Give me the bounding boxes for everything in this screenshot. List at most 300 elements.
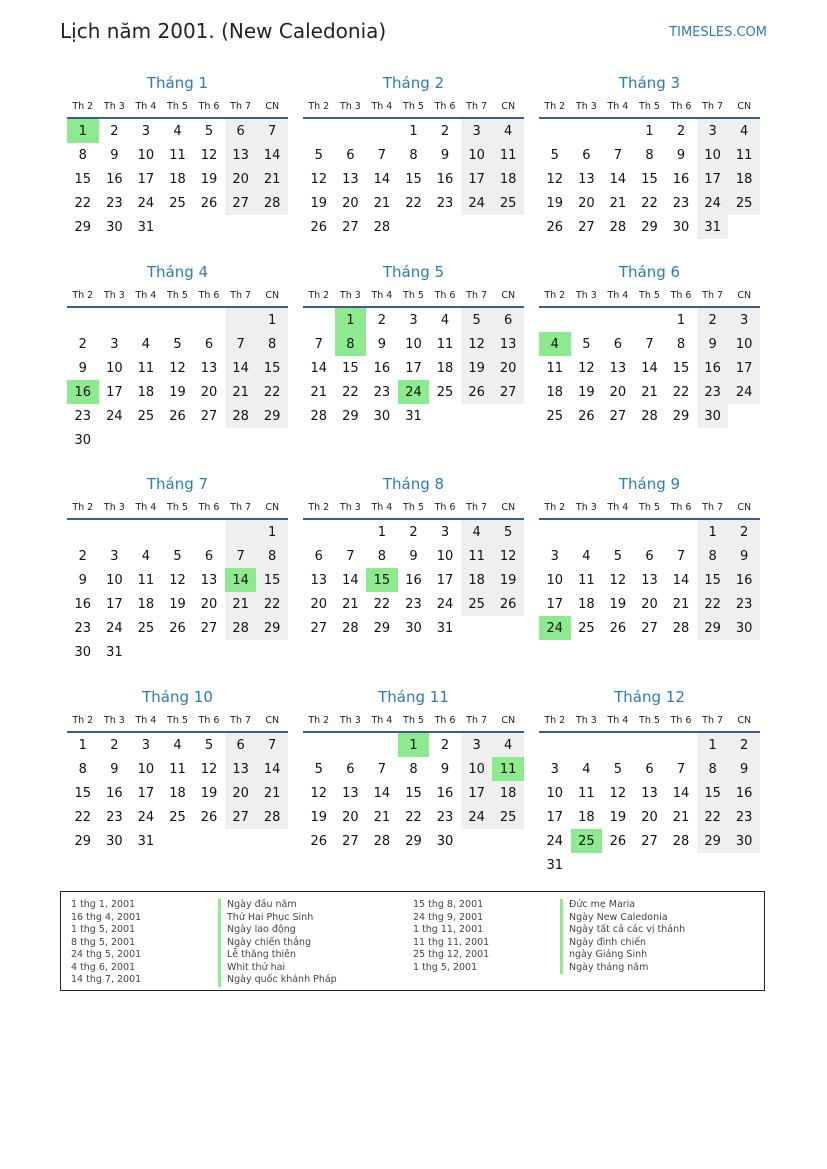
empty-day-cell [130, 307, 162, 332]
weekday-header: CN [492, 497, 524, 519]
empty-day-cell [193, 519, 225, 544]
day-cell: 16 [672, 171, 690, 187]
day-cell: 3 [697, 118, 729, 143]
empty-day-cell [429, 215, 461, 239]
day-cell: 20 [342, 195, 359, 211]
day-cell: 6 [346, 761, 355, 777]
day-cell: 10 [546, 572, 564, 588]
day-cell: 1 [697, 519, 729, 544]
empty-day-cell [539, 519, 571, 544]
day-cell: 22 [342, 384, 359, 400]
weekday-header: Th 3 [571, 710, 603, 732]
day-cell: 31 [405, 408, 422, 424]
empty-day-cell [130, 519, 162, 544]
day-cell: 14 [373, 785, 391, 801]
empty-day-cell [602, 307, 634, 332]
weekday-header: Th 6 [193, 96, 225, 118]
day-cell: 9 [110, 147, 119, 163]
day-cell: 7 [676, 761, 686, 777]
day-cell: 29 [697, 616, 729, 640]
weekday-header: Th 3 [335, 285, 367, 307]
weekday-header: Th 4 [130, 96, 162, 118]
day-cell: 15 [697, 781, 729, 805]
empty-day-cell [303, 519, 335, 544]
day-cell: 27 [225, 805, 257, 829]
empty-day-cell [303, 732, 335, 757]
weekday-header: Th 2 [67, 497, 99, 519]
day-cell: 18 [169, 785, 186, 801]
day-cell: 25 [436, 384, 454, 400]
weekday-header: Th 2 [303, 285, 335, 307]
month-title: Tháng 5 [382, 263, 445, 281]
day-cell: 11 [728, 143, 760, 167]
day-cell: 8 [78, 761, 87, 777]
weekday-header: Th 5 [398, 497, 430, 519]
day-cell: 11 [546, 360, 564, 376]
day-cell: 29 [256, 404, 288, 428]
day-cell: 16 [697, 356, 729, 380]
empty-day-cell [335, 519, 367, 544]
day-cell: 10 [405, 336, 422, 352]
day-cell: 17 [436, 572, 454, 588]
day-cell: 21 [672, 596, 690, 612]
weekday-header: Th 7 [697, 96, 729, 118]
month-5 [303, 261, 524, 428]
day-cell: 10 [546, 785, 564, 801]
day-cell: 9 [78, 572, 87, 588]
weekday-header: Th 3 [99, 96, 131, 118]
day-cell: 18 [546, 384, 564, 400]
day-cell: 6 [492, 307, 524, 332]
day-cell: 28 [225, 404, 257, 428]
empty-day-cell [492, 829, 524, 853]
day-cell: 25 [461, 592, 493, 616]
day-cell: 12 [310, 785, 328, 801]
day-cell: 20 [310, 596, 328, 612]
day-cell: 24 [436, 596, 454, 612]
empty-day-cell [461, 829, 493, 853]
day-cell: 1 [645, 123, 654, 139]
day-cell: 2 [676, 123, 686, 139]
day-cell: 6 [225, 118, 257, 143]
day-cell: 31 [106, 644, 123, 660]
holiday-day-cell: 25 [571, 829, 603, 853]
weekday-header: CN [492, 96, 524, 118]
day-cell: 9 [728, 757, 760, 781]
day-cell: 23 [436, 195, 454, 211]
day-cell: 9 [440, 147, 450, 163]
day-cell: 8 [377, 548, 387, 564]
day-cell: 24 [728, 380, 760, 404]
day-cell: 16 [106, 785, 123, 801]
day-cell: 29 [373, 620, 391, 636]
empty-day-cell [461, 616, 493, 640]
legend-entry: 25 thg 12, 2001 [413, 949, 490, 960]
day-cell: 13 [200, 572, 218, 588]
legend-entry: Ngày chiến thắng [218, 937, 337, 950]
month-6 [539, 261, 760, 428]
legend-dates-column-1 [71, 899, 141, 987]
month-table [539, 96, 760, 239]
day-cell: 28 [641, 408, 658, 424]
day-cell: 4 [492, 118, 524, 143]
day-cell: 27 [342, 219, 359, 235]
day-cell: 31 [137, 219, 155, 235]
weekday-header: Th 4 [366, 96, 398, 118]
day-cell: 3 [728, 307, 760, 332]
empty-day-cell [130, 428, 162, 452]
day-cell: 27 [641, 620, 658, 636]
month-11 [303, 686, 524, 853]
day-cell: 15 [405, 171, 422, 187]
day-cell: 26 [492, 592, 524, 616]
day-cell: 7 [613, 147, 623, 163]
legend-entry: 24 thg 9, 2001 [413, 911, 484, 923]
weekday-header: Th 6 [193, 497, 225, 519]
day-cell: 2 [728, 519, 760, 544]
day-cell: 2 [697, 307, 729, 332]
weekday-header: Th 4 [602, 710, 634, 732]
day-cell: 7 [225, 544, 257, 568]
day-cell: 28 [256, 191, 288, 215]
empty-day-cell [571, 732, 603, 757]
day-cell: 16 [106, 171, 123, 187]
day-cell: 27 [641, 833, 658, 849]
holiday-day-cell: 1 [335, 307, 367, 332]
day-cell: 13 [342, 171, 359, 187]
day-cell: 28 [672, 833, 690, 849]
month-4 [67, 261, 288, 452]
weekday-header: Th 5 [634, 96, 666, 118]
weekday-header: Th 4 [602, 285, 634, 307]
day-cell: 2 [440, 123, 450, 139]
weekday-header: Th 7 [225, 710, 257, 732]
empty-day-cell [634, 853, 666, 877]
day-cell: 19 [200, 171, 218, 187]
legend-entry: Ngày tháng năm [560, 962, 685, 975]
day-cell: 20 [225, 167, 257, 191]
day-cell: 5 [613, 548, 623, 564]
holiday-day-cell: 24 [539, 616, 571, 640]
empty-day-cell [728, 404, 760, 428]
day-cell: 17 [728, 356, 760, 380]
day-cell: 20 [609, 384, 627, 400]
day-cell: 28 [256, 805, 288, 829]
day-cell: 24 [106, 620, 123, 636]
day-cell: 24 [461, 805, 493, 829]
empty-day-cell [162, 307, 194, 332]
month-title: Tháng 12 [614, 688, 685, 706]
day-cell: 2 [728, 732, 760, 757]
empty-day-cell [366, 732, 398, 757]
day-cell: 14 [225, 356, 257, 380]
day-cell: 23 [106, 195, 123, 211]
month-title: Tháng 11 [378, 688, 449, 706]
day-cell: 22 [697, 592, 729, 616]
day-cell: 24 [546, 833, 564, 849]
legend-names-column-1 [218, 899, 337, 987]
day-cell: 27 [225, 191, 257, 215]
day-cell: 31 [137, 833, 155, 849]
legend-entry: 1 thg 1, 2001 [71, 899, 136, 910]
holiday-legend [60, 891, 765, 991]
day-cell: 13 [200, 360, 218, 376]
day-cell: 21 [310, 384, 328, 400]
weekday-header: Th 7 [697, 710, 729, 732]
empty-day-cell [665, 519, 697, 544]
day-cell: 19 [461, 356, 493, 380]
day-cell: 8 [697, 544, 729, 568]
day-cell: 27 [200, 408, 218, 424]
day-cell: 11 [578, 572, 595, 588]
site-link[interactable]: TIMESLES.COM [669, 25, 767, 40]
day-cell: 13 [492, 332, 524, 356]
day-cell: 23 [405, 596, 422, 612]
day-cell: 7 [256, 732, 288, 757]
holiday-day-cell: 14 [225, 568, 257, 592]
day-cell: 18 [578, 809, 595, 825]
day-cell: 17 [137, 171, 155, 187]
day-cell: 19 [546, 195, 564, 211]
day-cell: 10 [106, 572, 123, 588]
day-cell: 28 [310, 408, 328, 424]
month-table [539, 497, 760, 640]
day-cell: 10 [106, 360, 123, 376]
month-table [303, 497, 524, 640]
day-cell: 9 [676, 147, 686, 163]
day-cell: 2 [409, 524, 418, 540]
day-cell: 6 [613, 336, 623, 352]
day-cell: 12 [200, 761, 218, 777]
day-cell: 11 [492, 143, 524, 167]
month-title: Tháng 2 [382, 74, 445, 92]
empty-day-cell [571, 307, 603, 332]
day-cell: 11 [436, 336, 454, 352]
weekday-header: Th 7 [461, 285, 493, 307]
day-cell: 5 [314, 761, 323, 777]
day-cell: 9 [78, 360, 87, 376]
day-cell: 21 [256, 781, 288, 805]
empty-day-cell [492, 404, 524, 428]
day-cell: 9 [377, 336, 387, 352]
weekday-header: CN [492, 285, 524, 307]
day-cell: 13 [641, 572, 658, 588]
day-cell: 10 [728, 332, 760, 356]
weekday-header: Th 3 [99, 710, 131, 732]
day-cell: 15 [74, 785, 92, 801]
day-cell: 1 [409, 123, 418, 139]
day-cell: 19 [578, 384, 595, 400]
day-cell: 23 [728, 592, 760, 616]
day-cell: 13 [342, 785, 359, 801]
weekday-header: Th 2 [67, 285, 99, 307]
weekday-header: Th 7 [461, 710, 493, 732]
empty-day-cell [162, 428, 194, 452]
day-cell: 29 [342, 408, 359, 424]
day-cell: 30 [106, 219, 123, 235]
day-cell: 7 [377, 761, 387, 777]
day-cell: 6 [645, 761, 654, 777]
weekday-header: Th 6 [665, 710, 697, 732]
day-cell: 24 [106, 408, 123, 424]
day-cell: 29 [641, 219, 658, 235]
day-cell: 27 [492, 380, 524, 404]
legend-entry: 16 thg 4, 2001 [71, 911, 142, 923]
day-cell: 14 [342, 572, 359, 588]
empty-day-cell [634, 519, 666, 544]
day-cell: 4 [461, 519, 493, 544]
day-cell: 14 [256, 143, 288, 167]
day-cell: 20 [492, 356, 524, 380]
empty-day-cell [67, 307, 99, 332]
empty-day-cell [697, 853, 729, 877]
day-cell: 12 [169, 360, 186, 376]
day-cell: 13 [225, 757, 257, 781]
day-cell: 10 [461, 143, 493, 167]
day-cell: 12 [609, 785, 627, 801]
weekday-header: CN [728, 497, 760, 519]
day-cell: 10 [137, 147, 155, 163]
day-cell: 8 [409, 147, 418, 163]
month-table [303, 285, 524, 428]
day-cell: 30 [74, 432, 92, 448]
legend-entry: 1 thg 5, 2001 [71, 924, 136, 935]
day-cell: 27 [310, 620, 328, 636]
day-cell: 17 [106, 384, 123, 400]
empty-day-cell [461, 215, 493, 239]
weekday-header: Th 2 [539, 96, 571, 118]
month-title: Tháng 1 [146, 74, 209, 92]
day-cell: 22 [405, 195, 422, 211]
weekday-header: Th 7 [461, 497, 493, 519]
weekday-header: Th 4 [602, 497, 634, 519]
day-cell: 3 [461, 118, 493, 143]
day-cell: 3 [461, 732, 493, 757]
empty-day-cell [256, 829, 288, 853]
empty-day-cell [162, 640, 194, 664]
day-cell: 26 [169, 620, 186, 636]
day-cell: 6 [225, 732, 257, 757]
day-cell: 18 [169, 171, 186, 187]
weekday-header: Th 5 [634, 285, 666, 307]
day-cell: 7 [377, 147, 387, 163]
day-cell: 25 [169, 809, 186, 825]
empty-day-cell [398, 215, 430, 239]
day-cell: 5 [173, 336, 182, 352]
day-cell: 8 [409, 761, 418, 777]
day-cell: 22 [256, 592, 288, 616]
day-cell: 8 [676, 336, 686, 352]
day-cell: 21 [641, 384, 658, 400]
day-cell: 20 [641, 596, 658, 612]
weekday-header: Th 3 [335, 710, 367, 732]
legend-entry: 4 thg 6, 2001 [71, 961, 136, 973]
weekday-header: Th 5 [398, 710, 430, 732]
month-12 [539, 686, 760, 877]
day-cell: 26 [310, 833, 328, 849]
day-cell: 23 [672, 195, 690, 211]
day-cell: 22 [74, 809, 92, 825]
empty-day-cell [99, 428, 131, 452]
weekday-header: Th 7 [461, 96, 493, 118]
weekday-header: Th 7 [225, 285, 257, 307]
day-cell: 7 [314, 336, 323, 352]
day-cell: 6 [314, 548, 323, 564]
empty-day-cell [99, 307, 131, 332]
day-cell: 17 [461, 781, 493, 805]
day-cell: 16 [436, 171, 454, 187]
holiday-day-cell: 24 [398, 380, 430, 404]
weekday-header: Th 7 [697, 497, 729, 519]
day-cell: 4 [141, 548, 151, 564]
day-cell: 6 [346, 147, 355, 163]
day-cell: 13 [225, 143, 257, 167]
day-cell: 6 [582, 147, 591, 163]
day-cell: 2 [110, 737, 119, 753]
weekday-header: Th 4 [366, 710, 398, 732]
day-cell: 19 [169, 384, 186, 400]
empty-day-cell [602, 853, 634, 877]
day-cell: 2 [377, 312, 387, 328]
day-cell: 19 [169, 596, 186, 612]
empty-day-cell [67, 519, 99, 544]
month-title: Tháng 7 [146, 475, 209, 493]
day-cell: 23 [373, 384, 391, 400]
day-cell: 1 [676, 312, 686, 328]
day-cell: 18 [461, 568, 493, 592]
weekday-header: Th 5 [634, 710, 666, 732]
day-cell: 3 [409, 312, 418, 328]
day-cell: 31 [697, 215, 729, 239]
weekday-header: Th 3 [571, 285, 603, 307]
day-cell: 12 [578, 360, 595, 376]
day-cell: 20 [200, 384, 218, 400]
month-table [303, 96, 524, 239]
day-cell: 27 [609, 408, 627, 424]
day-cell: 6 [204, 336, 214, 352]
day-cell: 9 [440, 761, 450, 777]
day-cell: 20 [641, 809, 658, 825]
empty-day-cell [492, 616, 524, 640]
day-cell: 1 [256, 307, 288, 332]
day-cell: 9 [409, 548, 418, 564]
day-cell: 30 [728, 616, 760, 640]
day-cell: 29 [74, 833, 92, 849]
day-cell: 16 [728, 568, 760, 592]
holiday-day-cell: 8 [335, 332, 367, 356]
legend-entry: 8 thg 5, 2001 [71, 936, 136, 948]
day-cell: 21 [609, 195, 627, 211]
legend-entry: 1 thg 11, 2001 [413, 924, 484, 935]
day-cell: 10 [697, 143, 729, 167]
day-cell: 29 [256, 616, 288, 640]
weekday-header: CN [728, 710, 760, 732]
weekday-header: Th 6 [665, 497, 697, 519]
weekday-header: CN [728, 285, 760, 307]
month-title: Tháng 6 [618, 263, 681, 281]
empty-day-cell [602, 519, 634, 544]
day-cell: 4 [440, 312, 450, 328]
day-cell: 9 [728, 544, 760, 568]
day-cell: 5 [204, 123, 214, 139]
day-cell: 3 [141, 737, 151, 753]
weekday-header: Th 6 [429, 285, 461, 307]
day-cell: 9 [110, 761, 119, 777]
day-cell: 11 [137, 572, 155, 588]
legend-entry: Ngày tất cả các vị thánh [560, 924, 685, 937]
day-cell: 26 [546, 219, 564, 235]
day-cell: 18 [492, 781, 524, 805]
